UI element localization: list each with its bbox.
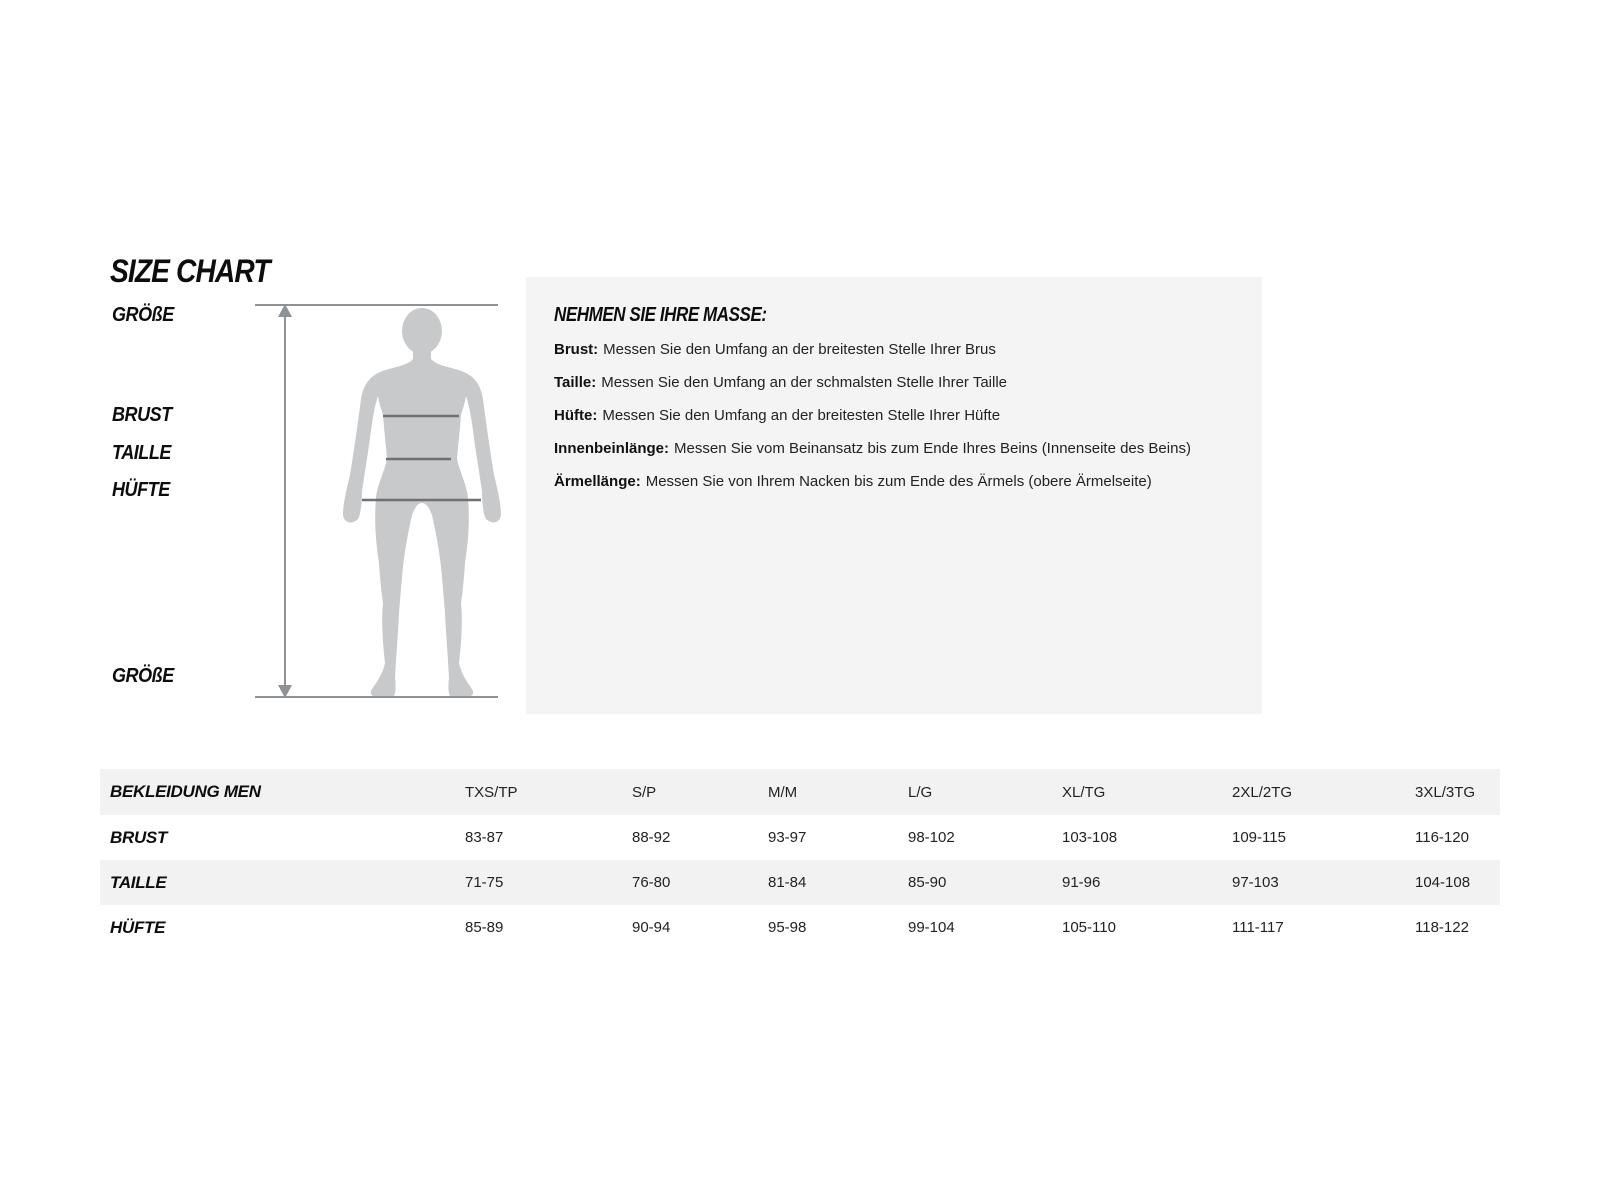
col-header-2xl: 2XL/2TG	[1232, 783, 1293, 801]
label-taille: TAILLE	[112, 442, 171, 464]
taille-txs: 71-75	[465, 874, 504, 891]
instruction-aermel-label: Ärmellänge:	[554, 473, 641, 490]
instruction-taille-label: Taille:	[554, 374, 597, 391]
measuring-instructions-box	[526, 277, 1262, 714]
instruction-huefte	[554, 399, 1238, 432]
table-row-taille	[100, 860, 1500, 905]
instruction-aermel	[554, 465, 1238, 498]
instruction-brust	[554, 333, 1238, 366]
brust-l: 98-102	[908, 829, 955, 846]
brust-m: 93-97	[768, 829, 807, 846]
huefte-txs: 85-89	[465, 919, 504, 936]
table-row-huefte	[100, 905, 1500, 950]
instruction-brust-text: Messen Sie den Umfang an der breitesten Stelle Ihrer Brus	[603, 341, 996, 358]
male-figure-icon	[343, 308, 501, 697]
taille-2xl: 97-103	[1232, 874, 1279, 891]
instruction-innenbein	[554, 432, 1238, 465]
label-groesse-top: GRÖßE	[112, 304, 174, 326]
instruction-taille-text: Messen Sie den Umfang an der schmalsten Stelle Ihrer Taille	[601, 374, 1007, 391]
row-label-huefte: HÜFTE	[110, 917, 166, 937]
instruction-aermel-text: Messen Sie von Ihrem Nacken bis zum Ende des Ärmels (obere Ärmelseite)	[645, 473, 1152, 490]
col-header-txs: TXS/TP	[465, 783, 518, 801]
measurement-diagram	[240, 295, 510, 710]
taille-xl: 91-96	[1062, 874, 1101, 891]
brust-xl: 103-108	[1062, 829, 1118, 846]
col-header-s: S/P	[632, 783, 657, 801]
taille-m: 81-84	[768, 874, 807, 891]
instruction-innenbein-label: Innenbeinlänge:	[554, 440, 670, 457]
huefte-xl: 105-110	[1062, 919, 1116, 936]
label-huefte: HÜFTE	[112, 479, 170, 501]
col-header-3xl: 3XL/3TG	[1415, 783, 1476, 801]
row-label-taille: TAILLE	[110, 872, 167, 892]
instruction-huefte-text: Messen Sie den Umfang an der breitesten Stelle Ihrer Hüfte	[602, 407, 1001, 424]
instruction-huefte-label: Hüfte:	[554, 407, 598, 424]
instructions-list	[554, 333, 1238, 498]
instruction-taille	[554, 366, 1238, 399]
huefte-l: 99-104	[908, 919, 955, 936]
taille-l: 85-90	[908, 874, 947, 891]
size-table	[100, 769, 1500, 950]
taille-s: 76-80	[632, 874, 671, 891]
huefte-m: 95-98	[768, 919, 807, 936]
page-title: SIZE CHART	[110, 253, 270, 289]
col-header-xl: XL/TG	[1062, 783, 1106, 801]
table-header-row	[100, 769, 1500, 815]
brust-3xl: 116-120	[1415, 829, 1469, 846]
taille-3xl: 104-108	[1415, 874, 1471, 891]
huefte-2xl: 111-117	[1232, 919, 1284, 936]
row-label-brust: BRUST	[110, 827, 168, 847]
brust-2xl: 109-115	[1232, 829, 1286, 846]
brust-s: 88-92	[632, 829, 671, 846]
brust-txs: 83-87	[465, 829, 504, 846]
table-row-brust	[100, 815, 1500, 860]
instruction-brust-label: Brust:	[554, 341, 599, 358]
instructions-heading: NEHMEN SIE IHRE MASSE:	[554, 304, 767, 326]
label-brust: BRUST	[112, 404, 172, 426]
huefte-3xl: 118-122	[1415, 919, 1469, 936]
instruction-innenbein-text: Messen Sie vom Beinansatz bis zum Ende Ihres Beins (Innenseite des Beins)	[674, 440, 1191, 457]
col-header-l: L/G	[908, 783, 933, 801]
label-groesse-bottom: GRÖßE	[112, 665, 174, 687]
col-header-m: M/M	[768, 783, 798, 801]
huefte-s: 90-94	[632, 919, 671, 936]
table-title: BEKLEIDUNG MEN	[110, 782, 261, 801]
